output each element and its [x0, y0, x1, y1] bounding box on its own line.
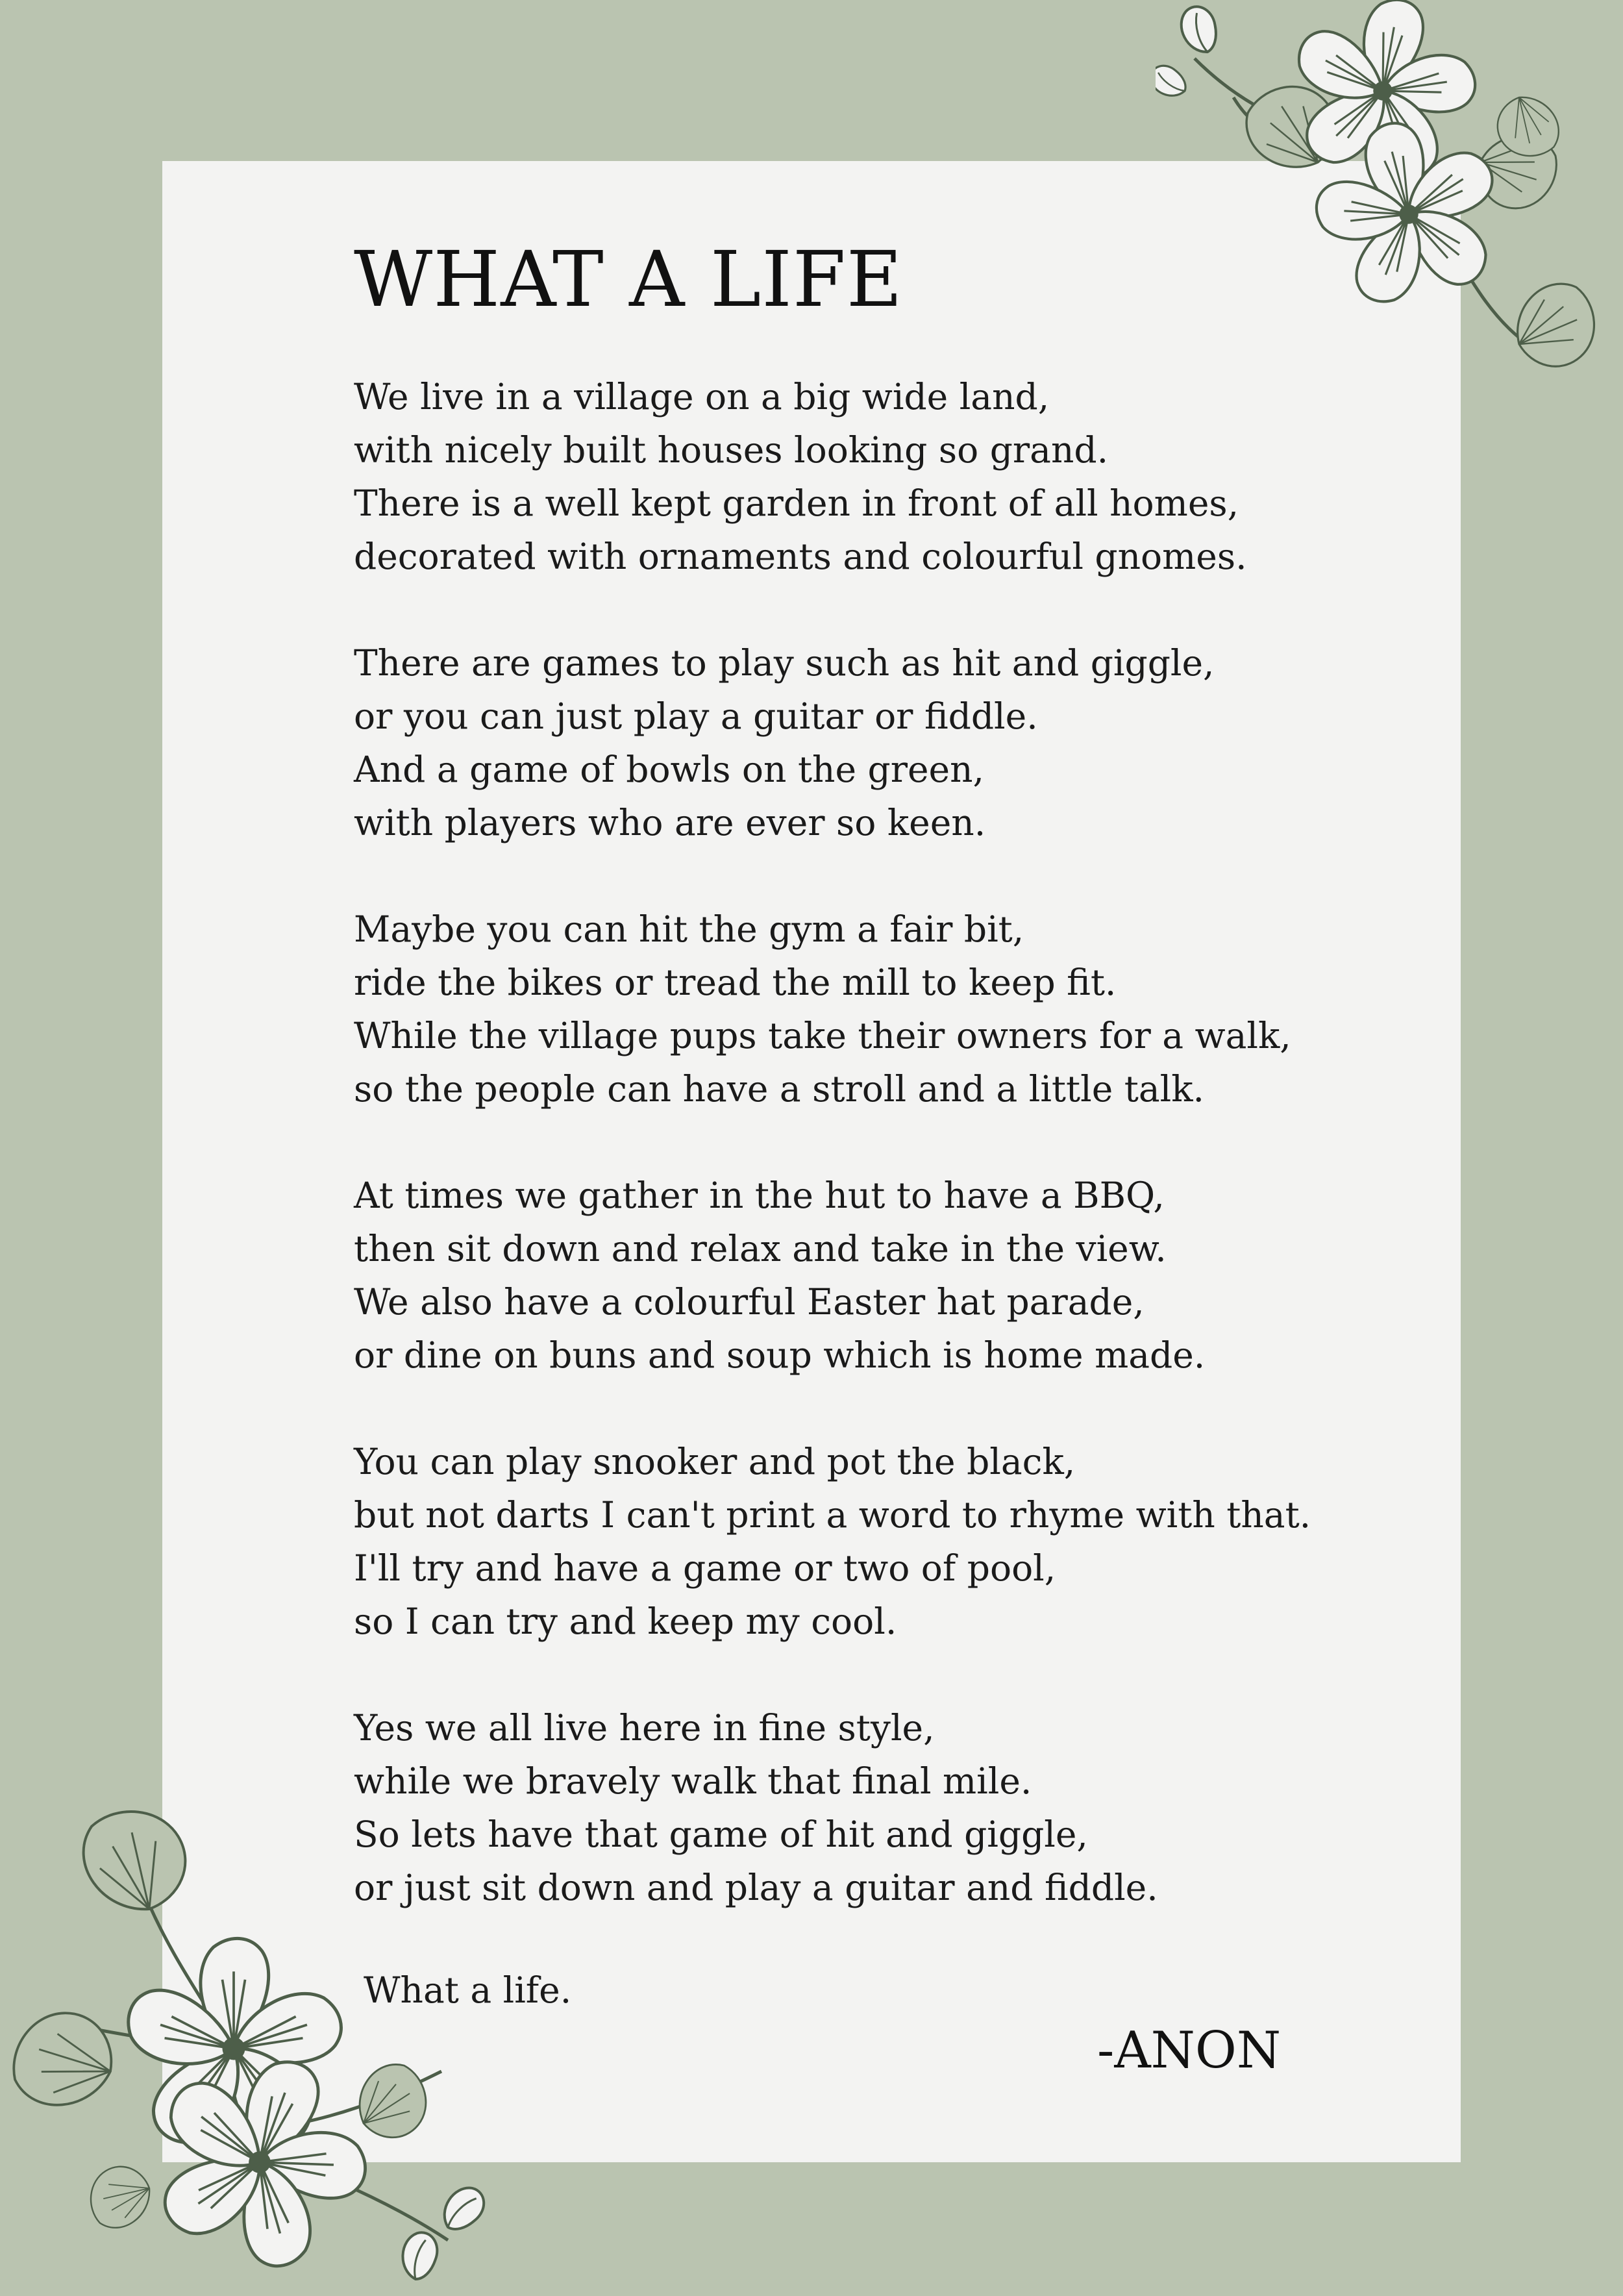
- poem-line: You can play snooker and pot the black,: [354, 1441, 1076, 1482]
- poem-closing-line: What a life.: [364, 1969, 572, 2011]
- poem-line: then sit down and relax and take in the view.: [354, 1228, 1167, 1269]
- poem-line: but not darts I can't print a word to rhyme with that.: [354, 1494, 1311, 1536]
- poem-line: We also have a colourful Easter hat parade,: [354, 1281, 1145, 1323]
- poem-body: [354, 370, 1328, 1967]
- poem-line: We live in a village on a big wide land,: [354, 376, 1050, 418]
- poem-line: There is a well kept garden in front of all homes,: [354, 482, 1239, 524]
- poem-line: Yes we all live here in fine style,: [354, 1707, 935, 1749]
- stanza: [354, 1435, 1328, 1648]
- poem-line: while we bravely walk that final mile.: [354, 1760, 1032, 1802]
- poem-line: And a game of bowls on the green,: [354, 749, 985, 790]
- poem-line: I'll try and have a game or two of pool,: [354, 1547, 1056, 1589]
- poem-author: -ANON: [1097, 2021, 1282, 2080]
- poem-line: so the people can have a stroll and a little talk.: [354, 1068, 1205, 1110]
- poem-line: There are games to play such as hit and giggle,: [354, 642, 1215, 684]
- poem-line: So lets have that game of hit and giggle,: [354, 1814, 1088, 1855]
- poem-line: with nicely built houses looking so grand.: [354, 429, 1109, 471]
- stanza: [354, 636, 1328, 849]
- poem-line: with players who are ever so keen.: [354, 802, 986, 843]
- poem-line: Maybe you can hit the gym a fair bit,: [354, 908, 1024, 950]
- poem-line: so I can try and keep my cool.: [354, 1601, 897, 1642]
- poem-line: decorated with ornaments and colourful gnomes.: [354, 536, 1247, 577]
- poem-line: While the village pups take their owners for a walk,: [354, 1015, 1291, 1056]
- poem-line: or you can just play a guitar or fiddle.: [354, 695, 1038, 737]
- poem-line: At times we gather in the hut to have a BBQ,: [354, 1175, 1165, 1216]
- stanza: [354, 903, 1328, 1116]
- stanza: [354, 370, 1328, 583]
- stanza: [354, 1169, 1328, 1382]
- stanza: [354, 1701, 1328, 1914]
- poem-line: or dine on buns and soup which is home made.: [354, 1334, 1206, 1376]
- poem-title: WHAT A LIFE: [354, 234, 903, 324]
- poem-line: ride the bikes or tread the mill to keep fit.: [354, 962, 1117, 1003]
- poem-line: or just sit down and play a guitar and fiddle.: [354, 1867, 1158, 1908]
